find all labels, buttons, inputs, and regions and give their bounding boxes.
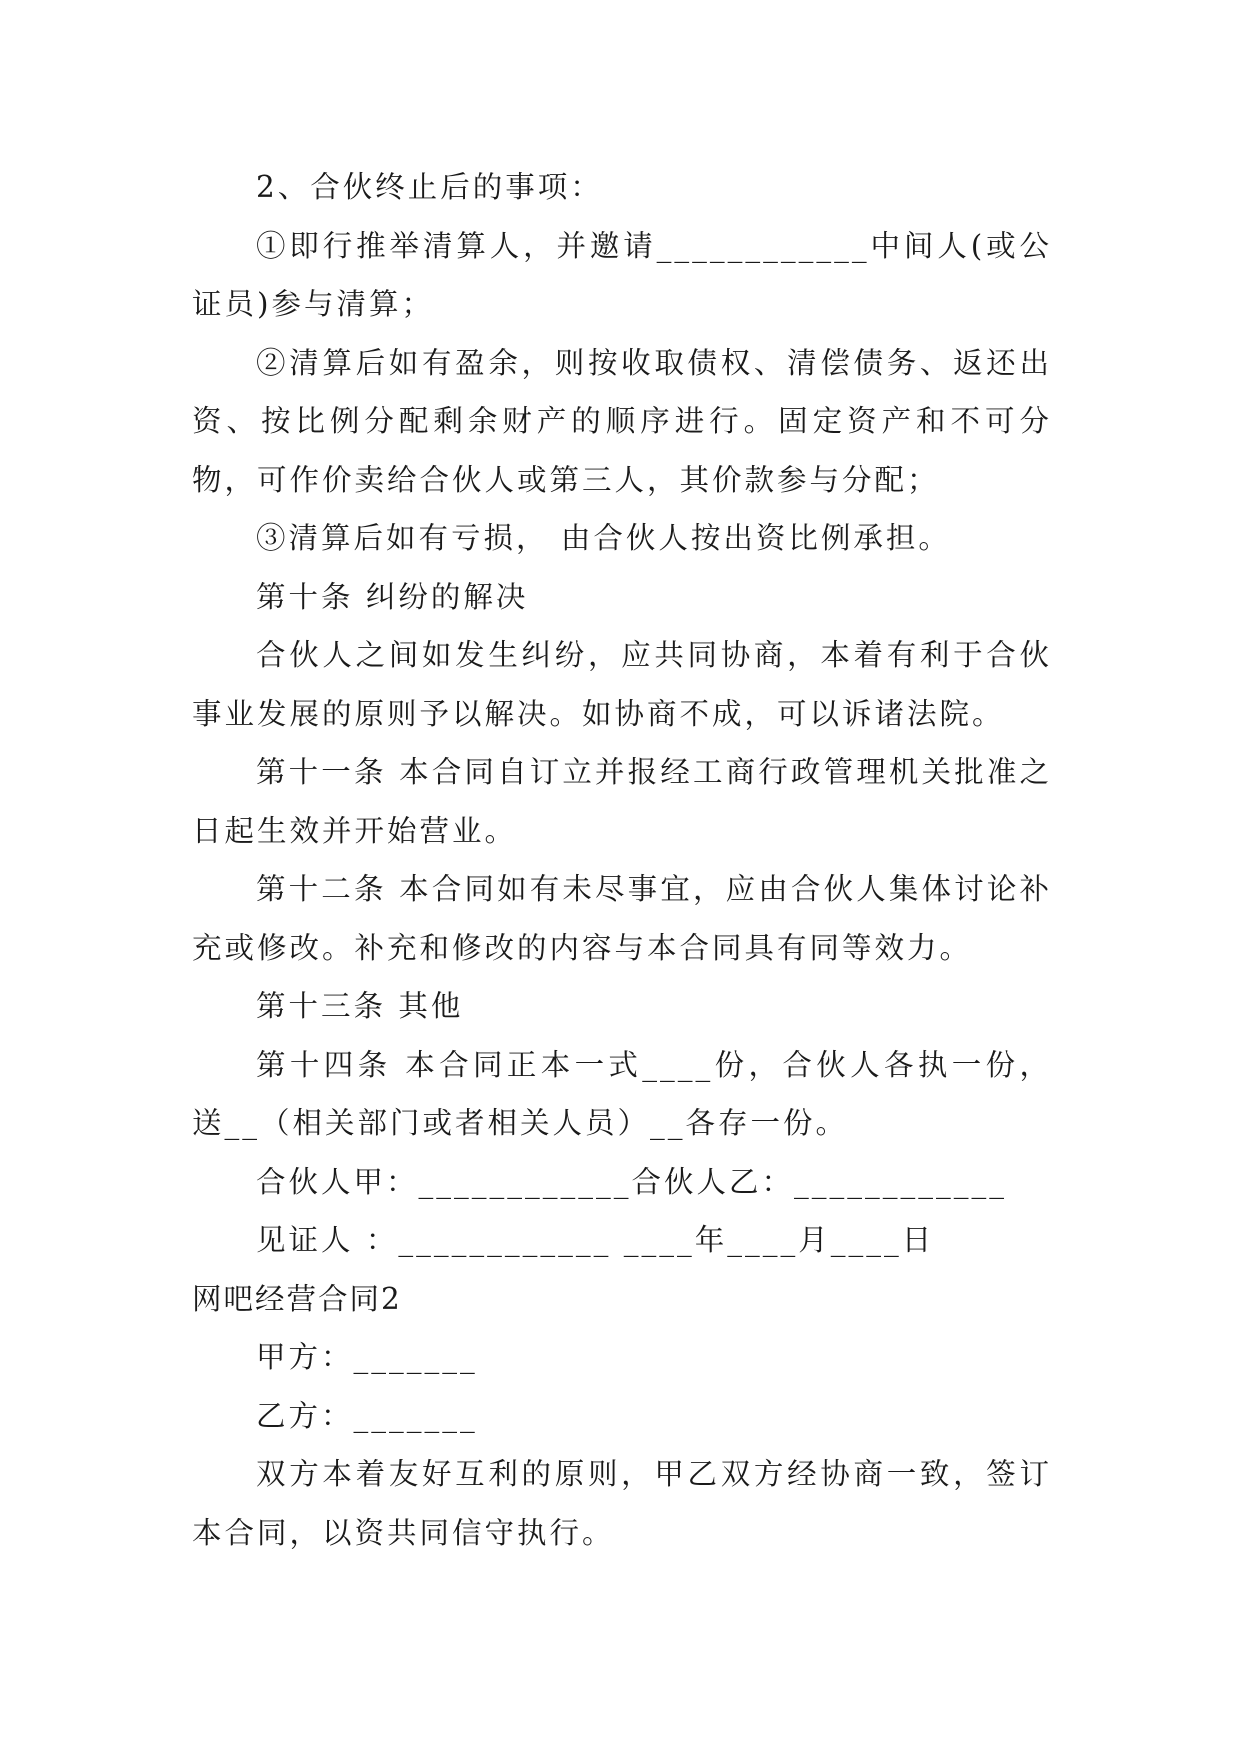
witness-date-line: 见证人 ：____________ ____年____月____日 [256,1223,935,1257]
contract-2-preamble: 双方本着友好互利的原则，甲乙双方经协商一致，签订本合同，以资共同信守执行。 [192,1457,1052,1550]
document-body [192,158,1052,1562]
paragraph-item-2: ②清算后如有盈余，则按收取债权、清偿债务、返还出资、按比例分配剩余财产的顺序进行。固定资产和不可分物，可作价卖给合伙人或第三人，其价款参与分配； [192,345,1052,497]
article-13: 第十三条 其他 [256,989,464,1023]
article-11: 第十一条 本合同自订立并报经工商行政管理机关批准之日起生效并开始营业。 [192,755,1052,848]
paragraph-item-3: ③清算后如有亏损， 由合伙人按出资比例承担。 [256,521,951,555]
party-a-line: 甲方：_______ [256,1340,478,1374]
article-14: 第十四条 本合同正本一式____份，合伙人各执一份，送__（相关部门或者相关人员）__各存一份。 [192,1047,1052,1140]
contract-2-title: 网吧经营合同2 [192,1281,402,1316]
article-10-heading: 第十条 纠纷的解决 [256,579,529,614]
partner-signature-line: 合伙人甲：____________合伙人乙：____________ [256,1164,1008,1199]
paragraph-section-2-heading: 2、合伙终止后的事项： [256,170,603,204]
article-12: 第十二条 本合同如有未尽事宜，应由合伙人集体讨论补充或修改。补充和修改的内容与本合同具有同等效力。 [192,872,1052,965]
party-b-line: 乙方：_______ [256,1398,478,1433]
paragraph-item-1: ①即行推举清算人，并邀请____________中间人(或公证员)参与清算； [192,228,1052,321]
article-10-body: 合伙人之间如发生纠纷，应共同协商，本着有利于合伙事业发展的原则予以解决。如协商不成，可以诉诸法院。 [192,638,1052,731]
